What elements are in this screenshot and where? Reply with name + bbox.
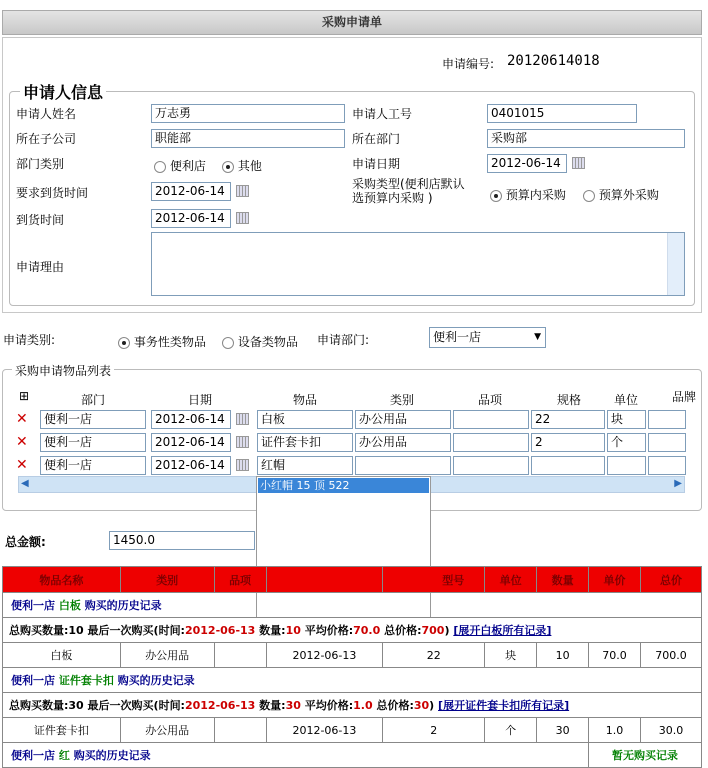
purchase-type-label: 采购类型(便利店默认选预算内采购 )	[352, 177, 465, 205]
sum-qty: 30	[285, 699, 301, 712]
row-category-field[interactable]: 办公用品	[355, 433, 451, 452]
type-routine[interactable]	[118, 333, 206, 350]
col-category: 类别	[390, 393, 415, 407]
row-brand-field[interactable]	[648, 410, 686, 429]
cell-sku	[214, 718, 266, 743]
expand-records-link[interactable]: [展开白板所有记录]	[453, 624, 552, 637]
col-brand-wrap	[672, 388, 697, 406]
name-label: 申请人姓名	[16, 107, 77, 121]
table-row	[3, 718, 702, 743]
total-field[interactable]: 1450.0	[109, 531, 255, 550]
company-field[interactable]: 职能部	[151, 129, 345, 148]
row-unit-field[interactable]: 个	[607, 433, 646, 452]
sum-qty: 10	[285, 624, 301, 637]
radio-checked-icon[interactable]	[118, 337, 130, 349]
col-unit: 单位	[614, 393, 639, 407]
hcol-name: 物品名称	[3, 567, 121, 593]
dept-type-other[interactable]	[222, 157, 262, 174]
hcol-price: 单价	[589, 567, 641, 593]
row-date-field[interactable]: 2012-06-14	[151, 456, 231, 475]
sum-text: 总价格:	[380, 624, 422, 637]
row-dept-field[interactable]: 便利一店	[40, 410, 146, 429]
radio-icon[interactable]	[222, 337, 234, 349]
radio-checked-icon[interactable]	[222, 161, 234, 173]
radio-icon[interactable]	[154, 161, 166, 173]
row-item-field[interactable]: 证件套卡扣	[257, 433, 353, 452]
autocomplete-option[interactable]: 小红帽 15 顶 522	[258, 478, 429, 493]
pt-offbudget-label: 预算外采购	[598, 188, 659, 202]
cell-category: 办公用品	[120, 643, 214, 668]
calendar-icon[interactable]	[236, 413, 249, 425]
company-label: 所在子公司	[16, 132, 77, 146]
sum-text: 总价格:	[372, 699, 414, 712]
group-suffix: 购买的历史记录	[117, 674, 195, 687]
dept-label: 所在部门	[352, 132, 401, 146]
row-sku-field[interactable]	[453, 410, 529, 429]
group-title	[3, 743, 702, 768]
pt-budget[interactable]	[490, 186, 566, 203]
group-dept: 便利一店	[11, 749, 55, 762]
dept-field[interactable]: 采购部	[487, 129, 685, 148]
calendar-icon[interactable]	[236, 185, 249, 197]
row-date-field[interactable]: 2012-06-14	[151, 433, 231, 452]
sum-text: 数量:	[255, 699, 286, 712]
dept-type-other-label: 其他	[237, 159, 262, 173]
scroll-right-icon[interactable]: ▶	[674, 478, 682, 489]
no-records-text: 暂无购买记录	[589, 743, 702, 768]
filter-dept-select[interactable]	[429, 327, 546, 348]
col-date: 日期	[188, 393, 213, 407]
applicant-legend: 申请人信息	[20, 80, 106, 103]
row-item-field[interactable]: 红帽	[257, 456, 353, 475]
items-legend: 采购申请物品列表	[12, 362, 114, 379]
cell-date: 2012-06-13	[266, 643, 383, 668]
sum-text: )	[429, 699, 435, 712]
filter-dept-value: 便利一店	[433, 330, 482, 344]
row-sku-field[interactable]	[453, 456, 529, 475]
sum-text: )	[444, 624, 450, 637]
name-field[interactable]: 万志勇	[151, 104, 345, 123]
group-summary	[3, 618, 702, 643]
table-row	[3, 643, 702, 668]
hcol-model: 型号	[383, 567, 485, 593]
total-label: 总金额:	[5, 535, 46, 549]
cell-qty: 30	[537, 718, 589, 743]
history-header	[3, 567, 702, 593]
group-summary	[3, 693, 702, 718]
calendar-icon[interactable]	[236, 459, 249, 471]
delete-icon[interactable]: ✕	[16, 457, 28, 473]
sum-text: 总购买数量:30 最后一次购买(时间:	[9, 699, 185, 712]
hcol-sku: 品项	[214, 567, 266, 593]
hcol-qty: 数量	[537, 567, 589, 593]
sum-text: 平均价格:	[300, 699, 354, 712]
id-field[interactable]: 0401015	[487, 104, 637, 123]
cell-category: 办公用品	[120, 718, 214, 743]
apply-date-label: 申请日期	[352, 157, 401, 171]
type-equipment-label: 设备类物品	[237, 335, 298, 349]
dept-type-convenience[interactable]	[154, 157, 206, 174]
pt-offbudget[interactable]	[583, 186, 659, 203]
row-item-field[interactable]: 白板	[257, 410, 353, 429]
sum-text: 平均价格:	[300, 624, 354, 637]
app-no-label: 申请编号:	[442, 57, 495, 71]
sum-date: 2012-06-13	[184, 624, 256, 637]
cell-name: 证件套卡扣	[3, 718, 121, 743]
sum-date: 2012-06-13	[184, 699, 256, 712]
row-dept-field[interactable]: 便利一店	[40, 433, 146, 452]
cell-price: 1.0	[589, 718, 641, 743]
row-unit-field[interactable]: 块	[607, 410, 646, 429]
cell-sku	[214, 643, 266, 668]
cell-name: 白板	[3, 643, 121, 668]
row-sku-field[interactable]	[453, 433, 529, 452]
hcol-category: 类别	[120, 567, 214, 593]
hcol-unit: 单位	[485, 567, 537, 593]
sum-avg: 70.0	[353, 624, 381, 637]
cell-unit: 个	[485, 718, 537, 743]
row-spec-field[interactable]: 2	[531, 433, 605, 452]
dept-type-convenience-label: 便利店	[169, 159, 206, 173]
filter-dept-label: 申请部门:	[317, 333, 370, 347]
chevron-down-icon: ▼	[534, 332, 541, 342]
sum-avg: 1.0	[353, 699, 373, 712]
calendar-icon[interactable]	[236, 436, 249, 448]
textarea-scrollbar[interactable]	[667, 233, 684, 295]
reason-label: 申请理由	[16, 260, 65, 274]
group-suffix: 购买的历史记录	[73, 749, 151, 762]
type-routine-label: 事务性类物品	[133, 335, 206, 349]
group-suffix: 购买的历史记录	[84, 599, 162, 612]
col-spec: 规格	[557, 393, 582, 407]
app-no: 20120614018	[507, 53, 600, 69]
cell-total: 700.0	[641, 643, 702, 668]
col-item: 物品	[293, 393, 318, 407]
sum-total: 700	[421, 624, 445, 637]
group-dept: 便利一店	[11, 599, 55, 612]
col-brand: 品牌	[672, 390, 697, 404]
row-category-field[interactable]: 办公用品	[355, 410, 451, 429]
reason-textarea[interactable]	[151, 232, 685, 296]
row-brand-field[interactable]	[648, 456, 686, 475]
group-item: 白板	[58, 599, 81, 612]
history-table	[2, 566, 702, 768]
row-unit-field[interactable]	[607, 456, 646, 475]
row-date-field[interactable]: 2012-06-14	[151, 410, 231, 429]
col-dept: 部门	[81, 393, 106, 407]
row-spec-field[interactable]: 22	[531, 410, 605, 429]
radio-checked-icon[interactable]	[490, 190, 502, 202]
hcol-date	[266, 567, 383, 593]
hcol-total: 总价	[641, 567, 702, 593]
type-label: 申请类别:	[3, 333, 56, 347]
type-equipment[interactable]	[222, 333, 298, 350]
expand-records-link[interactable]: [展开证件套卡扣所有记录]	[438, 699, 570, 712]
row-brand-field[interactable]	[648, 433, 686, 452]
group-item: 红	[58, 749, 70, 762]
id-label: 申请人工号	[352, 107, 413, 121]
group-dept: 便利一店	[11, 674, 55, 687]
group-title	[3, 668, 702, 693]
cell-total: 30.0	[641, 718, 702, 743]
req-date-label: 要求到货时间	[16, 186, 89, 200]
group-title	[3, 593, 702, 618]
sum-total: 30	[413, 699, 430, 712]
row-spec-field[interactable]	[531, 456, 605, 475]
req-date-field[interactable]: 2012-06-14	[151, 182, 231, 201]
arrive-label: 到货时间	[16, 213, 65, 227]
form-title: 采购申请单	[2, 10, 702, 35]
arrive-date-field[interactable]: 2012-06-14	[151, 209, 231, 228]
scroll-left-icon[interactable]: ◀	[21, 478, 29, 489]
expand-all-icon[interactable]: ⊞	[19, 389, 30, 403]
pt-budget-label: 预算内采购	[505, 188, 566, 202]
row-category-field[interactable]	[355, 456, 451, 475]
radio-icon[interactable]	[583, 190, 595, 202]
calendar-icon[interactable]	[236, 212, 249, 224]
group-item: 证件套卡扣	[58, 674, 114, 687]
delete-icon[interactable]: ✕	[16, 434, 28, 450]
cell-qty: 10	[537, 643, 589, 668]
calendar-icon[interactable]	[572, 157, 585, 169]
cell-unit: 块	[485, 643, 537, 668]
col-sku: 品项	[478, 393, 503, 407]
dept-type-label: 部门类别	[16, 157, 65, 171]
sum-text: 数量:	[255, 624, 286, 637]
cell-model: 22	[383, 643, 485, 668]
sum-text: 总购买数量:10 最后一次购买(时间:	[9, 624, 185, 637]
cell-model: 2	[383, 718, 485, 743]
cell-date: 2012-06-13	[266, 718, 383, 743]
apply-date-field[interactable]: 2012-06-14	[487, 154, 567, 173]
cell-price: 70.0	[589, 643, 641, 668]
row-dept-field[interactable]: 便利一店	[40, 456, 146, 475]
delete-icon[interactable]: ✕	[16, 411, 28, 427]
